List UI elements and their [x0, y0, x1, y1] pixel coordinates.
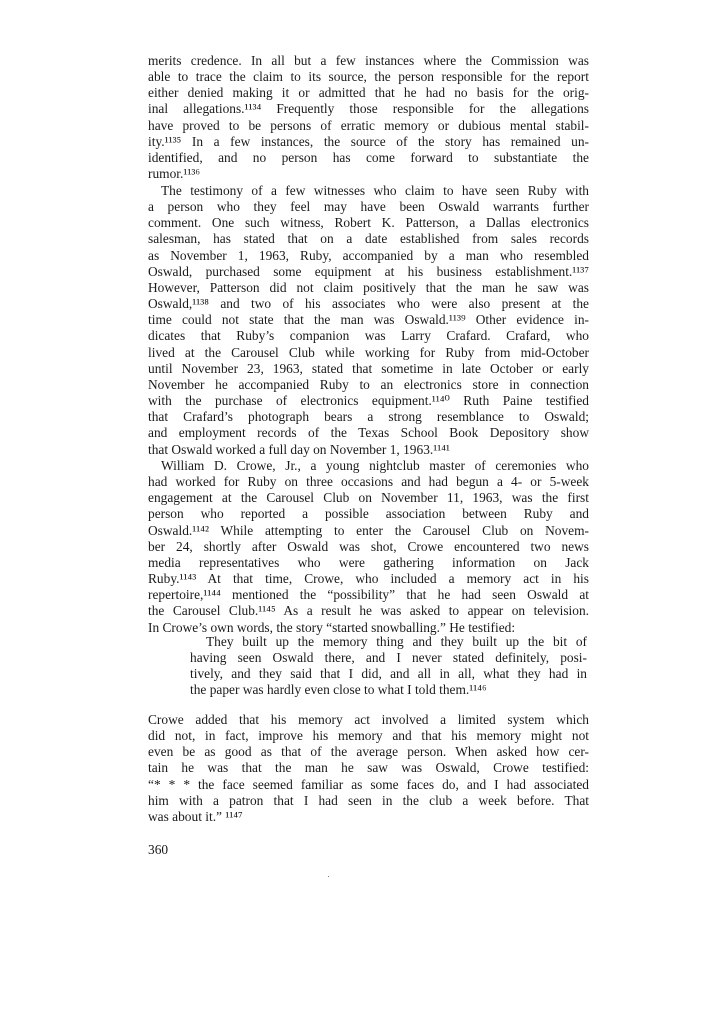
text-line: “* * * the face seemed familiar as some faces do, and I had associated: [148, 776, 589, 792]
text-line: having seen Oswald there, and I never stated definitely, posi-: [190, 650, 587, 666]
paragraph-crowe-account: [148, 458, 589, 636]
text-line: salesman, has stated that on a date established from sales records: [148, 231, 589, 247]
text-line: However, Patterson did not claim positively that the man he saw was: [148, 279, 589, 295]
text-line: ity.¹¹³⁵ In a few instances, the source of the story has remained un-: [148, 133, 589, 149]
text-line: and employment records of the Texas School Book Depository show: [148, 425, 589, 441]
text-line: identified, and no person has come forward to substantiate the: [148, 149, 589, 165]
scan-speck: [328, 876, 329, 877]
text-line: until November 23, 1963, stated that sometime in late October or early: [148, 360, 589, 376]
text-line: repertoire,¹¹⁴⁴ mentioned the “possibility” that he had seen Oswald at: [148, 587, 589, 603]
text-line: able to trace the claim to its source, the person responsible for the report: [148, 69, 589, 85]
text-line: was about it.” ¹¹⁴⁷: [148, 808, 243, 824]
text-line: the Carousel Club.¹¹⁴⁵ As a result he was asked to appear on television.: [148, 603, 589, 619]
text-line: inal allegations.¹¹³⁴ Frequently those responsible for the allegations: [148, 101, 589, 117]
text-line: tively, and they said that I did, and all in all, what they had in: [190, 666, 587, 682]
text-line: did not, in fact, improve his memory and that his memory might not: [148, 728, 589, 744]
text-line: November he accompanied Ruby to an electronics store in connection: [148, 376, 589, 392]
text-line: lived at the Carousel Club while working for Ruby from mid-October: [148, 344, 589, 360]
text-line: merits credence. In all but a few instances where the Commission was: [148, 53, 589, 68]
text-line: media representatives who were gathering information on Jack: [148, 554, 589, 570]
text-line: as November 1, 1963, Ruby, accompanied by a man who resembled: [148, 247, 589, 263]
page-number: 360: [148, 842, 169, 857]
text-line: Oswald,¹¹³⁸ and two of his associates who were also present at the: [148, 296, 589, 312]
text-line: William D. Crowe, Jr., a young nightclub master of ceremonies who: [161, 458, 589, 473]
text-line: him with a patron that I had seen in the club a week before. That: [148, 792, 589, 808]
text-line: Ruby.¹¹⁴³ At that time, Crowe, who included a memory act in his: [148, 571, 589, 587]
text-line: dicates that Ruby’s companion was Larry Crafard. Crafard, who: [148, 328, 589, 344]
text-line: ber 24, shortly after Oswald was shot, Crowe encountered two news: [148, 538, 589, 554]
text-line: either denied making it or admitted that he had no basis for the orig-: [148, 85, 589, 101]
text-line: tain he was that the man he saw was Oswald, Crowe testified:: [148, 760, 589, 776]
text-line: Oswald.¹¹⁴² While attempting to enter the Carousel Club on Novem-: [148, 522, 589, 538]
text-line: They built up the memory thing and they built up the bit of: [206, 634, 587, 649]
text-line: person who reported a possible association between Ruby and: [148, 506, 589, 522]
text-line: engagement at the Carousel Club on November 11, 1963, was the first: [148, 490, 589, 506]
text-line: had worked for Ruby on three occasions and had begun a 4- or 5-week: [148, 474, 589, 490]
text-line: a person who they feel may have been Oswald warrants further: [148, 199, 589, 215]
paragraph-crowe-memory: [148, 712, 589, 825]
block-quote-crowe: [174, 634, 587, 699]
paragraph-rumor-sources: [148, 53, 589, 182]
text-line: comment. One such witness, Robert K. Patterson, a Dallas electronics: [148, 215, 589, 231]
text-line: even be as good as that of the average person. When asked how cer-: [148, 744, 589, 760]
text-line: time could not state that the man was Oswald.¹¹³⁹ Other evidence in-: [148, 312, 589, 328]
text-line: The testimony of a few witnesses who claim to have seen Ruby with: [161, 183, 589, 198]
text-line: have proved to be persons of erratic memory or dubious mental stabil-: [148, 117, 589, 133]
text-line: In Crowe’s own words, the story “started snowballing.” He testified:: [148, 619, 516, 635]
text-line: the paper was hardly even close to what I told them.¹¹⁴⁶: [190, 682, 487, 698]
text-line: that Oswald worked a full day on November 1, 1963.¹¹⁴¹: [148, 441, 450, 457]
text-line: that Crafard’s photograph bears a strong resemblance to Oswald;: [148, 409, 589, 425]
paragraph-patterson-testimony: [148, 183, 589, 458]
text-line: Oswald, purchased some equipment at his business establishment.¹¹³⁷: [148, 263, 589, 279]
text-line: rumor.¹¹³⁶: [148, 166, 201, 182]
text-line: Crowe added that his memory act involved a limited system which: [148, 712, 589, 727]
text-line: with the purchase of electronics equipment.¹¹⁴⁰ Ruth Paine testified: [148, 393, 589, 409]
